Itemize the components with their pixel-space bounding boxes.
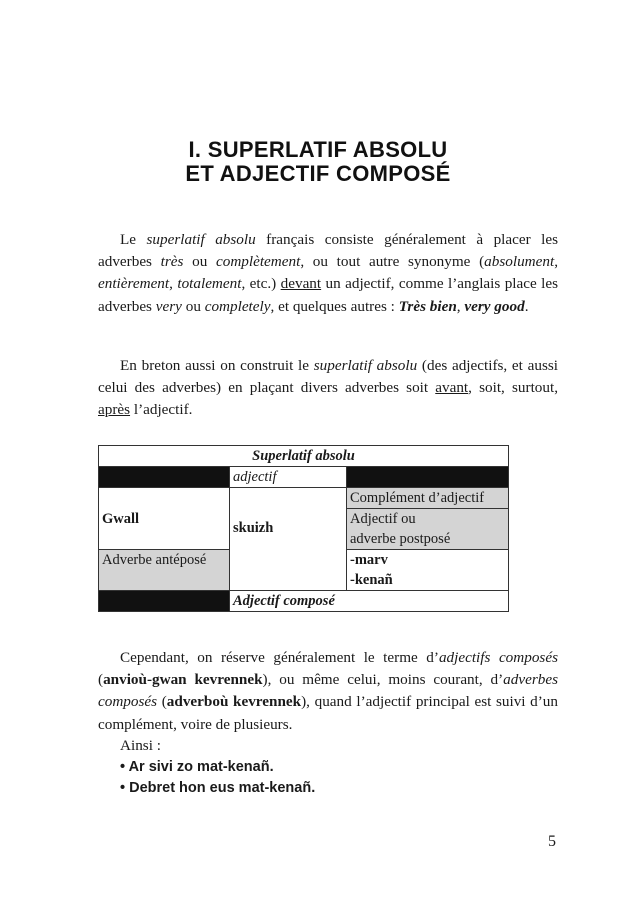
table-black-cell xyxy=(99,591,230,612)
paragraph-adjectifs-composes xyxy=(98,647,558,736)
term-adverbes-composes: adverbes composés xyxy=(98,671,558,711)
term-completement: complètement xyxy=(215,253,301,271)
text: ou xyxy=(181,297,205,315)
table-antepose: Adverbe antéposé xyxy=(99,550,230,591)
text: un adjectif, comme l’anglais place les adverbes xyxy=(98,275,559,315)
table-skuizh: skuizh xyxy=(230,488,347,591)
term-tres: très xyxy=(160,253,184,271)
underlined-avant: avant xyxy=(435,379,469,397)
term-adverbou-kevrennek: adverboù kevrennek xyxy=(166,693,302,711)
underlined-apres: après xyxy=(98,401,131,419)
text: Le xyxy=(120,231,147,248)
term-superlatif-absolu: superlatif absolu xyxy=(146,231,256,248)
ainsi-label: Ainsi : xyxy=(120,737,161,754)
text: En breton aussi on construit le xyxy=(120,357,314,374)
title-line-1: I. SUPERLATIF ABSOLU xyxy=(188,137,448,162)
table-postpose-line-1: Adjectif ou xyxy=(350,511,416,527)
table-complement: Complément d’adjectif xyxy=(347,488,509,509)
text: ), ou même celui, moins courant, d’ xyxy=(262,671,504,689)
page-title xyxy=(0,138,636,186)
superlatif-table xyxy=(98,445,509,612)
title-line-2: ET ADJECTIF COMPOSÉ xyxy=(185,161,451,186)
text: ou xyxy=(183,253,216,271)
text: , xyxy=(554,253,558,271)
table-postpose xyxy=(347,509,509,550)
text: ( xyxy=(98,671,104,689)
table-postpose-line-2: adverbe postposé xyxy=(350,531,451,547)
text: Cependant, on réserve généralement le terme d’ xyxy=(120,649,439,666)
table-footer: Adjectif composé xyxy=(230,591,509,612)
text: , xyxy=(169,275,178,293)
text: . xyxy=(524,297,529,315)
term-completely: completely xyxy=(204,297,271,315)
text: , ou tout autre synonyme ( xyxy=(300,253,485,271)
table-suffixes xyxy=(347,550,509,591)
text: , xyxy=(456,297,465,315)
example-2: • Debret hon eus mat-kenañ. xyxy=(120,780,316,796)
paragraph-breton xyxy=(98,355,558,422)
term-absolument: absolument xyxy=(484,253,555,271)
table-header: Superlatif absolu xyxy=(99,446,509,467)
example-very-good: very good xyxy=(464,297,525,315)
term-very: very xyxy=(155,297,182,315)
text: ( xyxy=(157,693,167,711)
table-marv: -marv xyxy=(350,552,388,568)
term-totalement: totalement xyxy=(177,275,242,293)
text: français consiste généralement à placer les adverbes xyxy=(98,231,558,271)
table-black-cell xyxy=(99,467,230,488)
table-gwall: Gwall xyxy=(99,488,230,550)
paragraph-superlatif-francais xyxy=(98,229,558,318)
term-superlatif-absolu: superlatif absolu xyxy=(313,357,418,374)
table-adjectif-label: adjectif xyxy=(230,467,347,488)
text: , soit, surtout, xyxy=(468,379,558,397)
example-tres-bien: Très bien xyxy=(398,297,457,315)
text: l’adjectif. xyxy=(130,401,193,419)
example-1: • Ar sivi zo mat-kenañ. xyxy=(120,759,274,775)
text: (des adjectifs, et aussi celui des adverbes) en plaçant divers adverbes soit xyxy=(98,357,559,397)
text: , et quelques autres : xyxy=(270,297,399,315)
page-number: 5 xyxy=(548,833,556,850)
table-kenan: -kenañ xyxy=(350,572,393,588)
term-adjectifs-composes: adjectifs composés xyxy=(438,649,558,666)
underlined-devant: devant xyxy=(280,275,322,293)
term-entierement: entièrement xyxy=(98,275,170,293)
term-anviou-gwan-kevrennek: anvioù-gwan kevrennek xyxy=(103,671,263,689)
text: , etc.) xyxy=(241,275,281,293)
text: ), quand l’adjectif principal est suivi d’un complément, voire de plusieurs. xyxy=(98,693,558,733)
table-black-cell xyxy=(347,467,509,488)
